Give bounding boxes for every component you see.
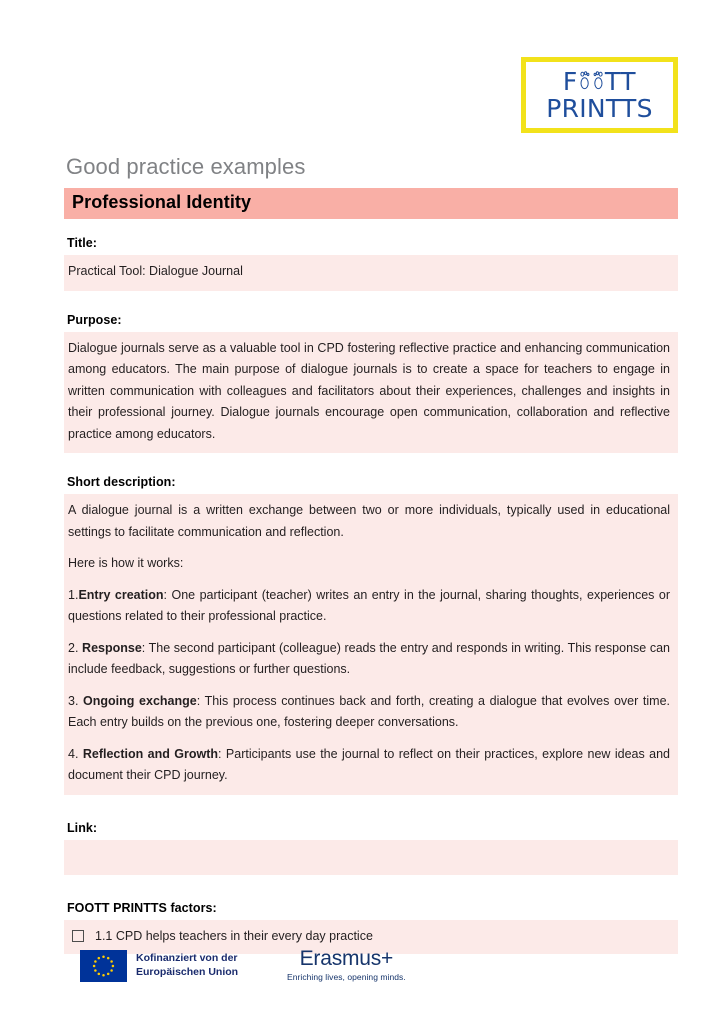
erasmus-plus-logo [287,948,406,982]
page-footer [0,944,725,992]
step-name: Entry creation [78,587,164,602]
document-content [64,236,678,954]
step-number: 4. [68,746,83,761]
eu-funding-logo [80,950,238,982]
step-body: : The second participant (colleague) reads the entry and responds in writing. This response can include feedback, suggestions or further questions. [68,640,670,676]
page-title: Good practice examples [66,154,306,179]
eu-funding-text [136,952,238,979]
footprints-group [579,71,604,90]
section-title: Professional Identity [72,192,252,212]
factor-label: 1.1 CPD helps teachers in their every day practice [95,928,373,943]
erasmus-tagline: Enriching lives, opening minds. [287,972,406,983]
short-description-lead: Here is how it works: [68,556,184,570]
step-number: 2. [68,640,83,655]
spacer [64,453,678,475]
step-item [68,691,670,734]
logo-line-1-suffix: TT [604,67,637,96]
short-description-block[interactable] [64,494,678,795]
purpose-value-block[interactable] [64,332,678,454]
eu-flag-icon [80,950,127,982]
step-number: 1. [68,587,79,602]
link-value-block[interactable] [64,840,678,875]
title-value: Practical Tool: Dialogue Journal [68,264,243,278]
logo-line-2: PRINTTS [546,94,653,123]
footprint-left-icon [579,71,591,90]
title-value-block[interactable] [64,255,678,291]
spacer [64,795,678,821]
logo-line-1-prefix: F [562,67,578,96]
short-description-label: Short description: [67,475,176,489]
step-number: 3. [68,693,84,708]
short-description-intro: A dialogue journal is a written exchange between two or more individuals, typically used in educational settings to facilitate communication and reflection. [68,503,670,539]
step-item [68,744,670,787]
factor-row[interactable] [68,926,670,946]
footprint-right-icon [592,71,604,90]
link-label: Link: [67,820,98,835]
logo-line-1 [563,69,636,94]
eu-funding-line-1: Kofinanziert von der [136,952,238,965]
purpose-text: Dialogue journals serve as a valuable tool in CPD fostering reflective practice and enhancing communication among educators. The main purpose of dialogue journals is to create a space for teachers to engage in written communication with colleagues and facilitators about their experiences, challenges and insights in their professional journey. Dialogue journals encourage open communication, collaboration and reflective practice among educators. [68,340,670,441]
title-label: Title: [67,236,97,250]
factors-label: FOOTT PRINTTS factors: [67,900,217,915]
logo-inner [526,62,673,128]
spacer [64,875,678,901]
purpose-label: Purpose: [67,312,122,327]
step-item [68,638,670,681]
step-name: Ongoing exchange [83,693,197,708]
step-name: Response [82,640,142,655]
step-name: Reflection and Growth [82,746,219,761]
step-body: : One participant (teacher) writes an entry in the journal, sharing thoughts, experiences or questions related to their professional practice. [68,587,670,623]
erasmus-title: Erasmus+ [299,947,394,970]
eu-funding-line-2: Europäischen Union [136,966,239,978]
spacer [64,291,678,313]
step-item [68,585,670,628]
section-header-bar [64,188,678,219]
checkbox-icon[interactable] [72,930,84,942]
step-body: : Participants use the journal to reflect on their practices, explore new ideas and document their CPD journey. [68,746,670,782]
foott-printts-logo [521,57,678,133]
step-body: : This process continues back and forth, creating a dialogue that evolves over time. Each entry builds on the previous one, fostering deeper conversations. [68,693,670,729]
